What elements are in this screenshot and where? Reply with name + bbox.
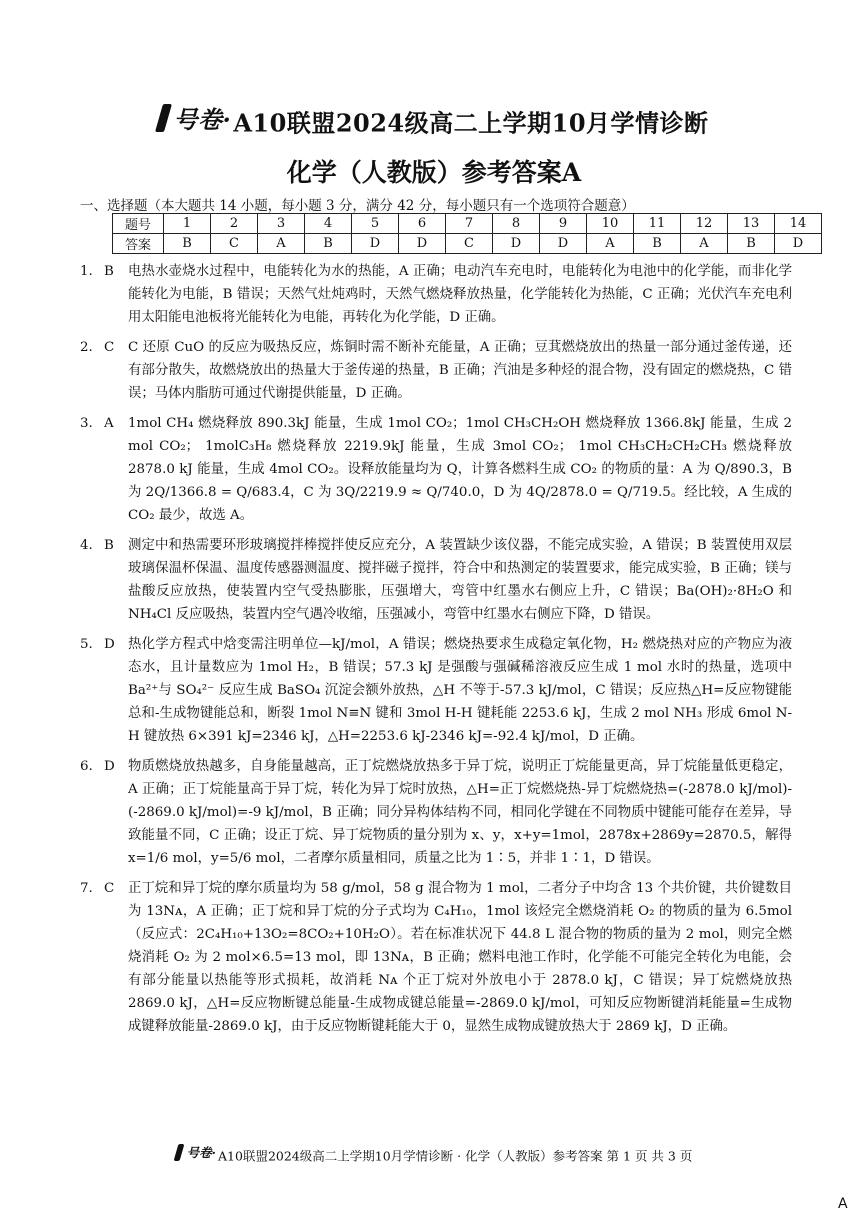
document-header — [0, 100, 868, 189]
explanation-list — [80, 260, 792, 1045]
question-number: 13 — [728, 214, 775, 234]
explanation-item-7 — [80, 877, 792, 1038]
item-answer: B — [104, 538, 114, 553]
answer-cell: B — [164, 234, 211, 254]
corner-mark: A — [838, 1196, 848, 1212]
answer-cell: D — [399, 234, 446, 254]
question-number: 2 — [211, 214, 258, 234]
item-explanation: C 还原 CuO 的反应为吸热反应，炼铜时需不断补充能量，A 正确；豆萁燃烧放出的热量一部分通过釜传递，还有部分散失，故燃烧放出的热量大于釜传递的热量，B 正确；汽油是多种烃的混合物，没有固定的燃烧热，C 错误；马体内脂肪可通过代谢提供能量，D 正确。 — [128, 340, 792, 401]
answer-cell: D — [540, 234, 587, 254]
item-number: 2. — [80, 340, 93, 355]
answer-table — [112, 213, 822, 254]
item-explanation: 热化学方程式中焓变需注明单位—kJ/mol，A 错误；燃烧热要求生成稳定氧化物，H₂ 燃烧热对应的产物应为液态水，且计量数应为 1mol H₂，B 错误；57.3 kJ 是强酸与强碱稀溶液反应生成 1 mol 水时的热量，选项中 Ba²⁺与 SO₄²⁻ 反应生成 BaSO₄ 沉淀会额外放热，△H 不等于-57.3 kJ/mol，C 错误；反应热△H=反应物键能总和-生成物键能总和，断裂 1mol N≡N 键和 3mol H-H 键耗能 2253.6 kJ，生成 2 mol NH₃ 形成 6mol N-H 键放热 6×391 kJ=2346 kJ，△H=2253.6 kJ-2346 kJ=-92.4 kJ/mol，D 正确。 — [128, 637, 792, 744]
item-answer: A — [104, 416, 114, 431]
item-number: 5. — [80, 637, 93, 652]
item-number: 6. — [80, 759, 93, 774]
answer-cell: B — [634, 234, 681, 254]
brand-mark-icon — [173, 1144, 184, 1161]
answer-table-answer-row — [113, 234, 822, 254]
brand-mark-icon — [155, 104, 172, 132]
row-label-answer: 答案 — [113, 234, 164, 254]
brand-logo: 号卷· — [159, 100, 231, 135]
question-number: 5 — [352, 214, 399, 234]
answer-cell: D — [775, 234, 822, 254]
answer-cell: B — [728, 234, 775, 254]
item-number: 7. — [80, 881, 93, 896]
answer-cell: D — [493, 234, 540, 254]
row-label-number: 题号 — [113, 214, 164, 234]
item-explanation: 电热水壶烧水过程中，电能转化为水的热能，A 正确；电动汽车充电时，电能转化为电池中的化学能，而非化学能转化为电能，B 错误；天然气灶炖鸡时，天然气燃烧释放热量，化学能转化为热能，C 正确；光伏汽车充电利用太阳能电池板将光能转化为电能，再转化为化学能，D 正确。 — [128, 264, 792, 325]
explanation-item-6 — [80, 755, 792, 870]
item-explanation: 测定中和热需要环形玻璃搅拌棒搅拌使反应充分，A 装置缺少该仪器，不能完成实验，A 错误；B 装置使用双层玻璃保温杯保温、温度传感器测温度、搅拌磁子搅拌，符合中和热测定的装置要求，能完成实验，B 正确；镁与盐酸反应放热，使装置内空气受热膨胀，压强增大，弯管中红墨水右侧应上升，C 错误；Ba(OH)₂·8H₂O 和 NH₄Cl 反应吸热，装置内空气遇冷收缩，压强减小，弯管中红墨水右侧应下降，D 错误。 — [128, 538, 792, 622]
question-number: 8 — [493, 214, 540, 234]
question-number: 3 — [258, 214, 305, 234]
subject-title: 化学（人教版）参考答案A — [286, 157, 582, 187]
item-answer: D — [104, 759, 115, 774]
item-number: 3. — [80, 416, 93, 431]
explanation-item-5 — [80, 633, 792, 748]
footer-brand-logo: 号卷· — [176, 1143, 216, 1161]
answer-cell: B — [305, 234, 352, 254]
exam-title: A10联盟2024级高二上学期10月学情诊断 — [233, 108, 709, 138]
section-heading: 一、选择题（本大题共 14 小题，每小题 3 分，满分 42 分，每小题只有一个选项符合题意） — [80, 198, 635, 214]
explanation-item-3 — [80, 412, 792, 527]
answer-cell: D — [352, 234, 399, 254]
answer-cell: C — [446, 234, 493, 254]
answer-cell: A — [258, 234, 305, 254]
explanation-item-1 — [80, 260, 792, 329]
item-explanation: 物质燃烧放热越多，自身能量越高，正丁烷燃烧放热多于异丁烷，说明正丁烷能量更高，异丁烷能量低更稳定，A 正确；正丁烷能量高于异丁烷，转化为异丁烷时放热，△H=正丁烷燃烧热-异丁烷燃烧热=(-2878.0 kJ/mol)-(-2869.0 kJ/mol)=-9 kJ/mol，B 正确；同分异构体结构不同，相同化学键在不同物质中键能可能存在差异，导致能量不同，C 正确；设正丁烷、异丁烷物质的量分别为 x、y，x+y=1mol，2878x+2869y=2870.5，解得 x=1/6 mol，y=5/6 mol，二者摩尔质量相同，质量之比为 1∶5，并非 1∶1，D 错误。 — [128, 759, 792, 866]
item-answer: B — [104, 264, 114, 279]
item-answer: D — [104, 637, 115, 652]
explanation-item-2 — [80, 336, 792, 405]
question-number: 7 — [446, 214, 493, 234]
question-number: 6 — [399, 214, 446, 234]
item-answer: C — [104, 881, 115, 896]
item-answer: C — [104, 340, 115, 355]
answer-cell: A — [681, 234, 728, 254]
item-number: 1. — [80, 264, 93, 279]
question-number: 11 — [634, 214, 681, 234]
question-number: 10 — [587, 214, 634, 234]
explanation-item-4 — [80, 534, 792, 626]
question-number: 1 — [164, 214, 211, 234]
item-explanation: 1mol CH₄ 燃烧释放 890.3kJ 能量，生成 1mol CO₂；1mol CH₃CH₂OH 燃烧释放 1366.8kJ 能量，生成 2 mol CO₂； 1molC₃H₈ 燃烧释放 2219.9kJ 能量，生成 3mol CO₂； 1mol CH₃CH₂CH₂CH₃ 燃烧释放 2878.0 kJ 能量，生成 4mol CO₂。设释放能量均为 Q，计算各燃料生成 CO₂ 的物质的量：A 为 Q/890.3，B 为 2Q/1366.8 = Q/683.4，C 为 3Q/2219.9 ≈ Q/740.0，D 为 4Q/2878.0 = Q/719.5。经比较，A 生成的 CO₂ 最少，故选 A。 — [128, 416, 792, 523]
question-number: 14 — [775, 214, 822, 234]
footer-text: A10联盟2024级高二上学期10月学情诊断 · 化学（人教版）参考答案 第 1 页 共 3 页 — [218, 1148, 693, 1164]
item-explanation: 正丁烷和异丁烷的摩尔质量均为 58 g/mol，58 g 混合物为 1 mol，二者分子中均含 13 个共价键，共价键数目为 13Nᴀ，A 正确；正丁烷和异丁烷的分子式均为 C₄H₁₀，1mol 该烃完全燃烧消耗 O₂ 的物质的量为 6.5mol（反应式：2C₄H₁₀+13O₂=8CO₂+10H₂O）。若在标准状况下 44.8 L 混合物的物质的量为 2 mol，则完全燃烧消耗 O₂ 为 2 mol×6.5=13 mol，即 13Nᴀ，B 正确；燃料电池工作时，化学能不可能完全转化为电能，会有部分能量以热能等形式损耗，故消耗 Nᴀ 个正丁烷对外放电小于 2878.0 kJ，C 错误；异丁烷燃烧放热 2869.0 kJ，△H=反应物断键总能量-生成物成键总能量=-2869.0 kJ/mol，可知反应物断键消耗能量=生成物成键释放能量-2869.0 kJ，由于反应物断键耗能大于 0，显然生成物成键放热大于 2869 kJ，D 正确。 — [128, 881, 792, 1034]
item-number: 4. — [80, 538, 93, 553]
answer-table-number-row — [113, 214, 822, 234]
answer-cell: A — [587, 234, 634, 254]
question-number: 12 — [681, 214, 728, 234]
title-line-1 — [0, 100, 868, 139]
page-footer — [0, 1143, 868, 1165]
question-number: 9 — [540, 214, 587, 234]
answer-cell: C — [211, 234, 258, 254]
question-number: 4 — [305, 214, 352, 234]
